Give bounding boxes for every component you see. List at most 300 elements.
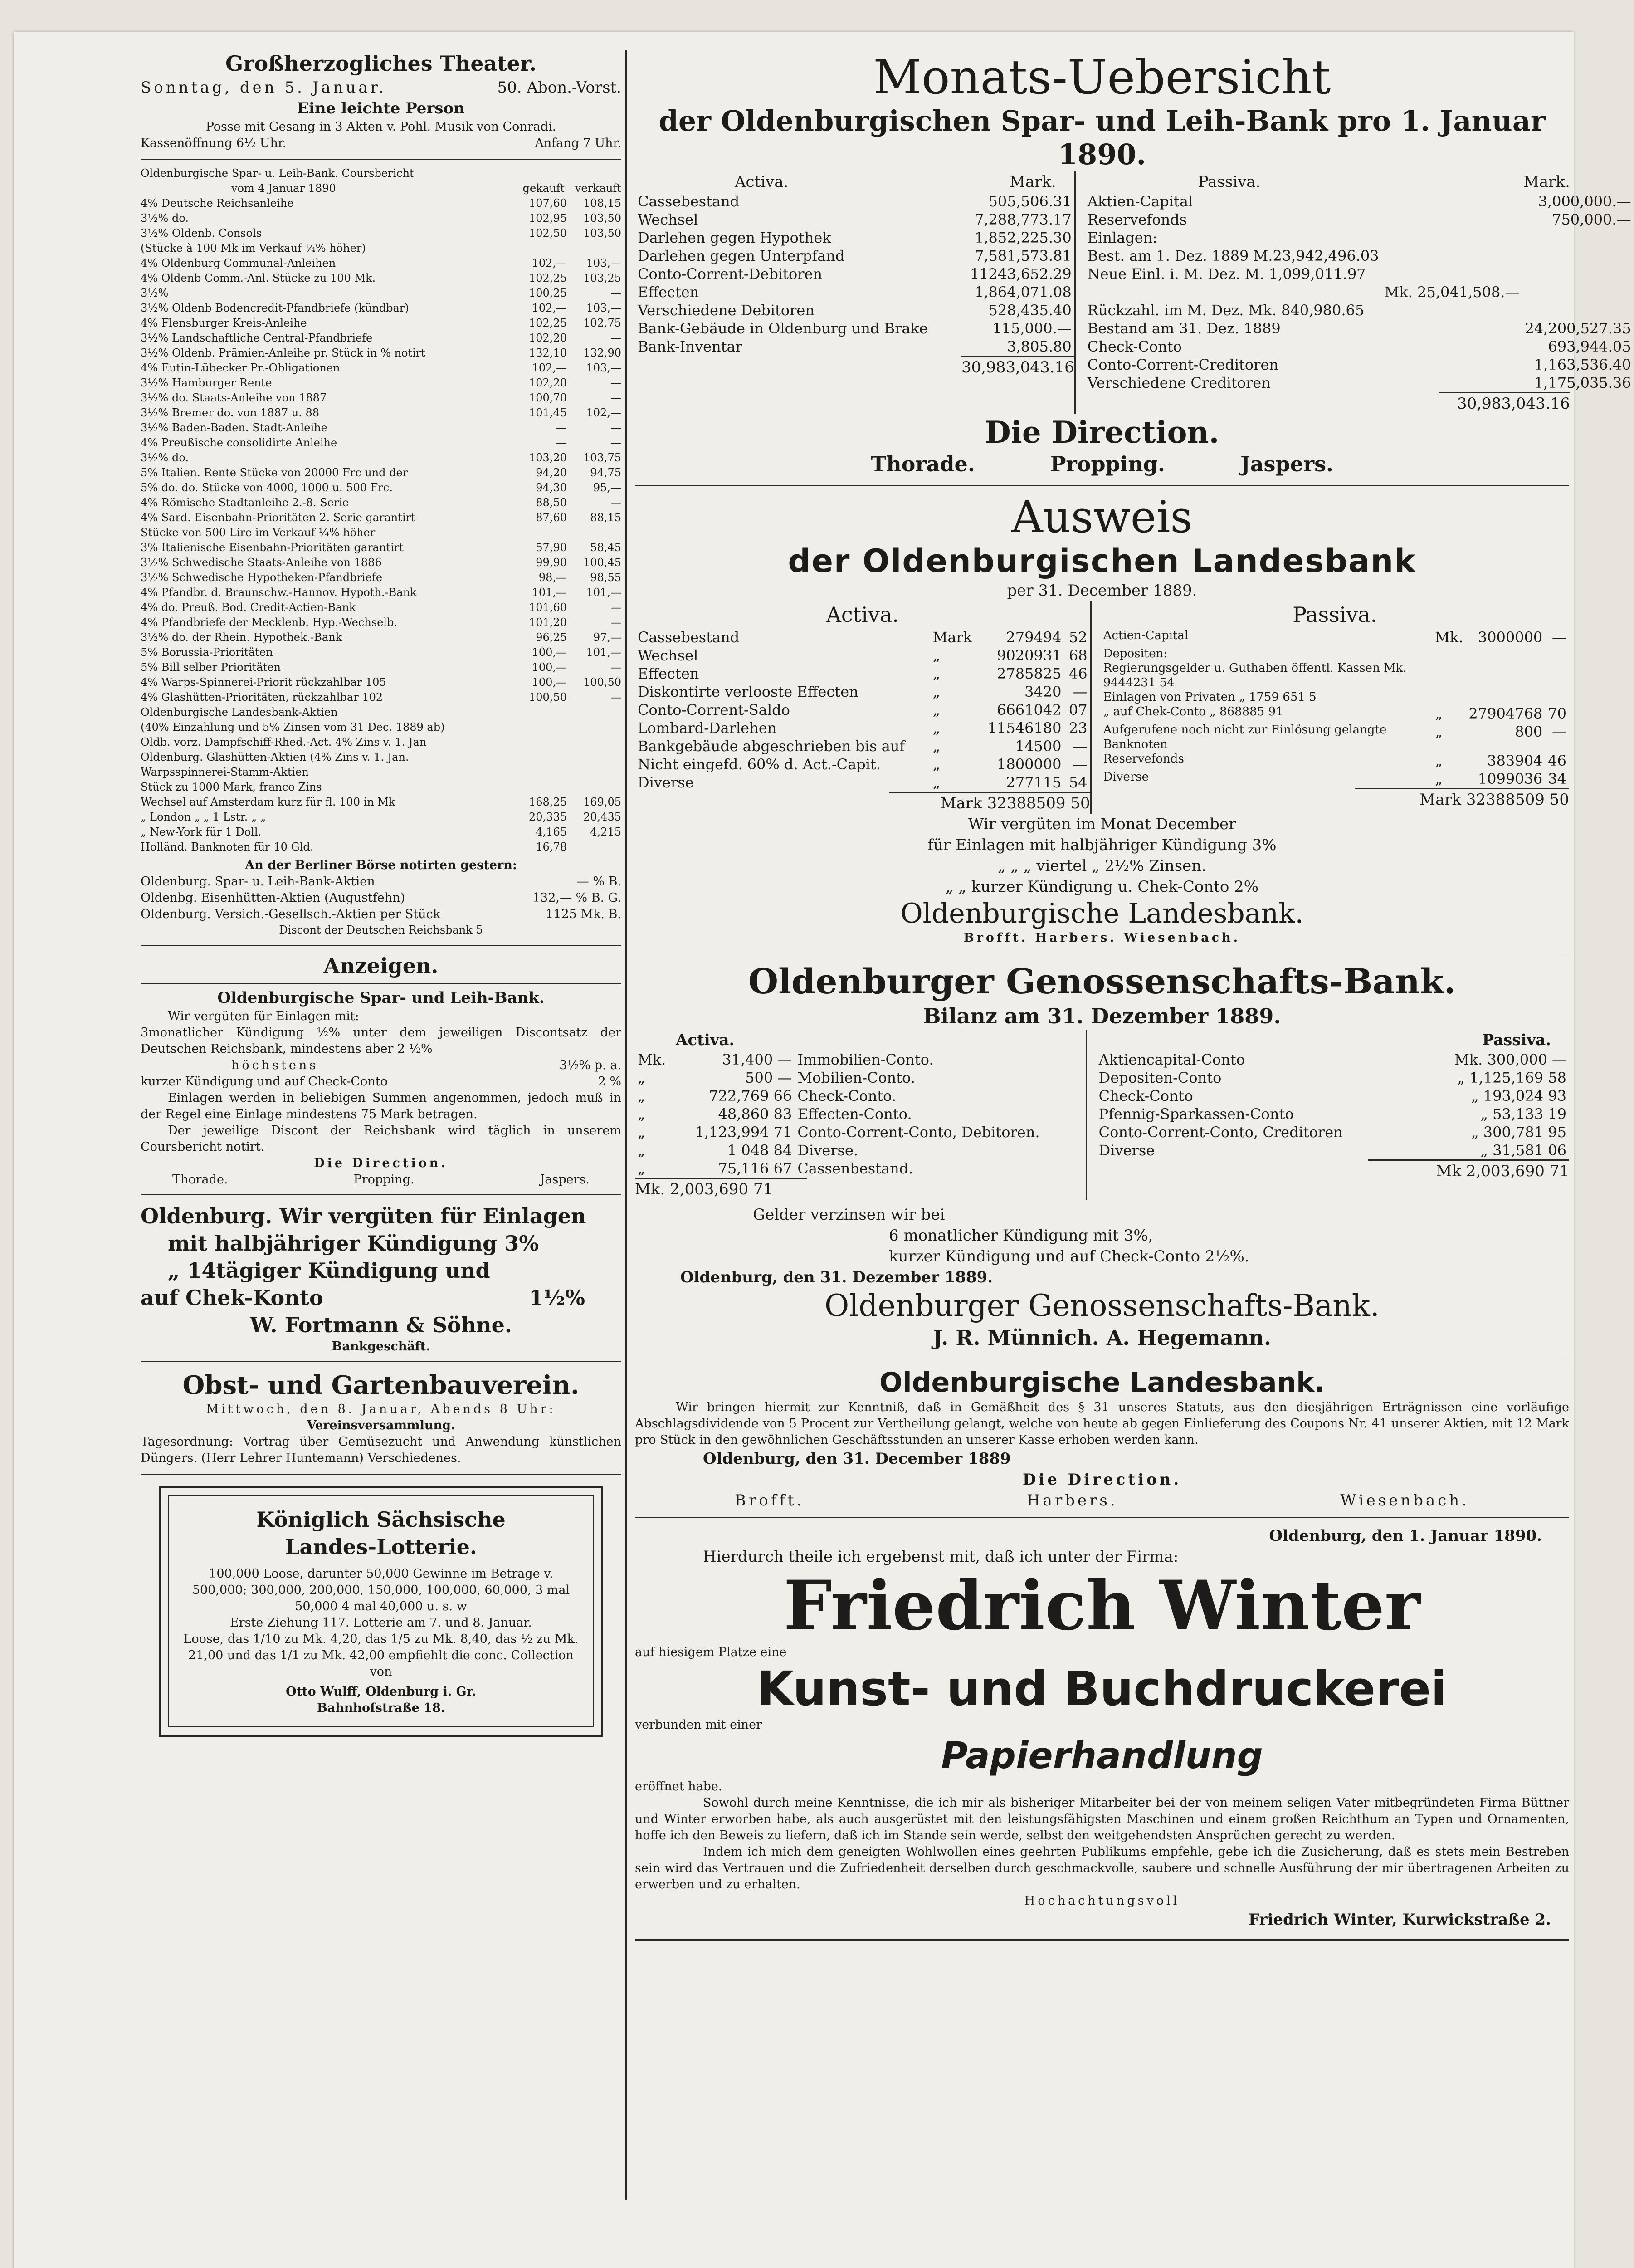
course-name: Warpsspinnerei-Stamm-Aktien [141, 766, 309, 778]
course-report [141, 166, 621, 938]
table-cell: 115,000.— [992, 320, 1072, 337]
course-row [141, 540, 621, 555]
course-name: 3½% Baden-Baden. Stadt-Anleihe [141, 421, 327, 434]
berlin-row [141, 874, 621, 890]
table-row [635, 628, 1090, 646]
course-row [141, 406, 621, 420]
table-cell: 52 [1068, 629, 1088, 646]
genoss-n2: 6 monatlicher Kündigung mit 3%, [889, 1227, 1153, 1245]
course-sold: — [610, 616, 621, 629]
course-sold: — [610, 421, 621, 434]
course-sold: 103,— [586, 302, 621, 314]
genoss-date: Bilanz am 31. Dezember 1889. [923, 1004, 1281, 1028]
table-row [1101, 628, 1569, 646]
table-cell: „ [638, 1160, 645, 1177]
genoss-n3: kurzer Kündigung und auf Check-Conto 2½%. [889, 1247, 1249, 1266]
course-sold: 103,75 [583, 451, 621, 464]
table-cell: Pfennig-Sparkassen-Conto [1098, 1105, 1294, 1123]
course-sold: 103,50 [583, 227, 621, 240]
table-cell: „ [932, 774, 941, 791]
course-values [517, 495, 621, 510]
course-bought: 88,50 [536, 496, 567, 509]
landes2-text: Wir bringen hiermit zur Kenntniß, daß in Gemäßheit des § 31 unseres Statuts, aus den diesjährigen Erträgnissen eine vorläufige Abschlagsdividende von 5 Procent zur Vertheilung gelangt, welche von heute ab gegen Einlieferung des Coupons Nr. 41 unserer Aktien, mit 12 Mark pro Stück in den gewöhnlichen Geschäftsstunden an unserer Kasse erhoben werden kann. [635, 1400, 1569, 1447]
course-row [141, 750, 621, 765]
course-row [141, 735, 621, 750]
berlin-name: Oldenburg. Spar- u. Leih-Bank-Aktien [141, 875, 375, 889]
monat-activa-mark: Mark. [1010, 173, 1056, 191]
theatre-date-row [141, 77, 621, 98]
theatre-start: Anfang 7 Uhr. [535, 136, 621, 150]
course-header [141, 166, 621, 181]
course-bought: 103,20 [529, 451, 567, 464]
course-sold: 103,50 [583, 212, 621, 225]
ad-bank-p2: Der jeweilige Discont der Reichsbank wird täglich in unserem Coursbericht notirt. [141, 1124, 621, 1154]
course-bought: 101,60 [529, 601, 567, 614]
table-cell: „ [932, 647, 941, 664]
course-row [141, 705, 621, 720]
table-cell: Depositen: [1103, 647, 1168, 660]
course-values [517, 376, 621, 391]
course-row [141, 391, 621, 406]
table-cell: „ [932, 756, 941, 773]
monat-direction: Die Direction. [985, 415, 1219, 450]
table-row [635, 773, 1090, 792]
winter-p2: Indem ich mich dem geneigten Wohlwollen eines geehrten Publikums empfehle, gebe ich die Zusicherung, daß es stets mein Bestreben sein wird das Vertrauen und die Zufriedenheit derselben durch geschmackvolle, saubere und schnelle Ausführung der mir übertragenen Arbeiten zu erwerben und zu erhalten. [635, 1845, 1569, 1892]
right-column [635, 49, 1631, 1947]
table-cell: 2785825 [997, 665, 1062, 682]
course-row [141, 510, 621, 525]
monat-activa-rows [635, 192, 1074, 356]
genoss-passiva-label: Passiva. [1482, 1031, 1551, 1049]
table-cell: 1,123,994 71 [695, 1124, 792, 1141]
course-title: Oldenburgische Spar- u. Leih-Bank. Coursbericht [141, 167, 414, 180]
course-bought: — [556, 436, 567, 449]
table-row [1101, 646, 1569, 661]
berlin-title: An der Berliner Börse notirten gestern: [245, 858, 517, 872]
course-bought: 168,25 [529, 796, 567, 808]
table-cell: Darlehen gegen Unterpfand [638, 247, 845, 264]
course-bought: 101,— [532, 586, 567, 599]
genoss-table [635, 1030, 1569, 1200]
theatre-abon: 50. Abon.-Vorst. [497, 78, 621, 97]
course-row [141, 256, 621, 271]
table-cell [1522, 247, 1634, 265]
table-cell: 3,805.80 [1007, 338, 1072, 355]
course-values [517, 406, 621, 420]
table-cell [1466, 690, 1545, 704]
course-values [517, 615, 621, 630]
course-values [517, 795, 621, 810]
table-row [635, 210, 1074, 229]
table-row [635, 301, 1074, 319]
course-sold: 100,50 [583, 676, 621, 689]
course-bought: 4,165 [536, 826, 567, 838]
course-row [141, 690, 621, 705]
course-values [517, 316, 621, 331]
course-row [141, 226, 621, 241]
table-cell: Lombard-Darlehen [638, 719, 777, 737]
lottery-addr: Bahnhofstraße 18. [317, 1701, 445, 1715]
table-cell: Aufgerufene noch nicht zur Einlösung gelangte Banknoten [1103, 723, 1387, 751]
course-name: 3½% Hamburger Rente [141, 376, 272, 389]
table-cell: Reservefonds [1087, 211, 1187, 228]
winter-date: Oldenburg, den 1. Januar 1890. [1269, 1527, 1542, 1545]
course-row [141, 840, 621, 855]
course-row [141, 765, 621, 780]
monat-names: Thorade. Propping. Jaspers. [871, 452, 1333, 476]
course-sold: — [610, 391, 621, 404]
table-row [1101, 661, 1569, 690]
genoss-n1: Gelder verzinsen wir bei [753, 1206, 945, 1224]
obst-date: Mittwoch, den 8. Januar, Abends 8 Uhr: [206, 1402, 556, 1416]
table-cell [1382, 247, 1522, 265]
table-cell: 1099036 [1478, 770, 1543, 787]
monat-passiva-label: Passiva. [1198, 173, 1261, 191]
course-row [141, 645, 621, 660]
table-cell: 1,163,536.40 [1534, 356, 1631, 373]
table-cell: „ [1435, 705, 1443, 722]
course-values [517, 750, 621, 765]
table-cell: 693,944.05 [1548, 338, 1631, 355]
course-bought: 100,— [532, 646, 567, 659]
table-row [1101, 770, 1569, 788]
course-name: 3½% Bremer do. von 1887 u. 88 [141, 406, 320, 419]
theatre-desc: Posse mit Gesang in 3 Akten v. Pohl. Musik von Conradi. [205, 120, 556, 134]
course-name: 3½% Landschaftliche Central-Pfandbriefe [141, 332, 373, 344]
table-cell: 1,175,035.36 [1534, 374, 1631, 391]
monat-passiva-total: 30,983,043.16 [1439, 392, 1570, 414]
table-cell: 68 [1068, 647, 1088, 664]
table-row [635, 737, 1090, 755]
table-row [1085, 265, 1634, 283]
ausweis-notice2: für Einlagen mit halbjähriger Kündigung 3% [927, 836, 1277, 854]
obst-event: Vereinsversammlung. [307, 1418, 455, 1432]
divider [635, 484, 1569, 486]
ausweis-activa-total: Mark 32388509 50 [889, 792, 1090, 814]
table-cell: Conto-Corrent-Conto, Creditoren [1098, 1124, 1343, 1141]
course-sold: 102,75 [583, 317, 621, 329]
table-cell: Cassenbestand. [797, 1160, 913, 1177]
winter-intro: Hierdurch theile ich ergebenst mit, daß ich unter der Firma: [703, 1548, 1179, 1566]
table-cell: Conto-Corrent-Conto, Debitoren. [797, 1124, 1040, 1141]
course-name: „ New-York für 1 Doll. [141, 826, 262, 838]
berlin-name: Oldenburg. Versich.-Gesellsch.-Aktien per Stück [141, 907, 441, 921]
course-values [517, 435, 621, 450]
table-cell: 9020931 [997, 647, 1062, 664]
ausweis-notice3: „ „ „ viertel „ 2½% Zinsen. [998, 857, 1206, 875]
winter-kind: Kunst- und Buchdruckerei [757, 1661, 1447, 1716]
course-sold: 108,15 [583, 197, 621, 210]
course-bought: 132,10 [529, 347, 567, 359]
course-values [517, 840, 621, 855]
table-cell: Wechsel [638, 211, 698, 228]
table-cell: „ 300,781 95 [1471, 1124, 1566, 1141]
course-name: 5% do. do. Stücke von 4000, 1000 u. 500 Frc. [141, 481, 393, 494]
course-name: 4% Oldenb Comm.-Anl. Stücke zu 100 Mk. [141, 272, 376, 284]
course-values [517, 241, 621, 256]
course-values [517, 480, 621, 495]
table-cell: „ 31,581 06 [1480, 1142, 1566, 1159]
table-cell: Diverse [1098, 1142, 1155, 1159]
table-cell: 383904 [1487, 752, 1543, 769]
table-row [1096, 1105, 1569, 1123]
course-name: 3½% [141, 287, 169, 299]
berlin-value: 1125 Mk. B. [546, 907, 621, 921]
table-cell: Bank-Gebäude in Oldenburg und Brake [638, 320, 928, 337]
table-row [635, 683, 1090, 701]
course-row [141, 331, 621, 346]
course-name: „ London „ „ 1 Lstr. „ „ [141, 811, 266, 823]
table-cell: 46 [1068, 665, 1088, 682]
fortmann-line4: auf Chek-Konto 1½% [141, 1286, 585, 1310]
course-values [517, 196, 621, 211]
table-row [1085, 319, 1634, 337]
berlin-value: — % B. [576, 875, 621, 889]
table-cell [1382, 301, 1522, 319]
table-cell: 750,000.— [1552, 211, 1631, 228]
berlin-row [141, 890, 621, 906]
table-cell: 70 [1548, 705, 1566, 722]
table-cell [1382, 229, 1522, 247]
course-name: Oldb. vorz. Dampfschiff-Rhed.-Act. 4% Zins v. 1. Jan [141, 736, 427, 748]
ad-bank-short: kurzer Kündigung und auf Check-Conto 2 % [141, 1075, 621, 1089]
table-cell: Mk. [638, 1051, 666, 1068]
winter-place: auf hiesigem Platze eine [635, 1645, 787, 1659]
table-row [635, 665, 1090, 683]
table-cell: Wechsel [638, 647, 698, 664]
course-name: 3½% do. der Rhein. Hypothek.-Bank [141, 631, 342, 644]
course-name: 3½% do. [141, 212, 189, 225]
ausweis-notice1: Wir vergüten im Monat December [968, 815, 1236, 833]
course-bought: 100,— [532, 661, 567, 674]
course-sold: 94,75 [590, 466, 621, 479]
genoss-passiva-rows [1096, 1051, 1569, 1159]
course-values [517, 540, 621, 555]
table-row [635, 646, 1090, 665]
monat-sub: der Oldenburgischen Spar- und Leih-Bank pro 1. Januar 1890. [658, 104, 1546, 171]
landes2-title: Oldenburgische Landesbank. [879, 1367, 1325, 1398]
table-cell: Bestand am 31. Dez. 1889 [1087, 320, 1281, 337]
table-cell: „ [932, 665, 941, 682]
course-sold: 97,— [593, 631, 621, 644]
table-cell: 11546180 [987, 719, 1062, 737]
col-bought: gekauft [522, 182, 565, 195]
table-cell: 48,860 83 [718, 1105, 792, 1123]
ausweis-sign: Brofft. Harbers. Wiesenbach. [963, 931, 1241, 945]
course-values [517, 690, 621, 705]
course-bought: 102,20 [529, 376, 567, 389]
table-row [1085, 374, 1634, 392]
col-sold: verkauft [575, 182, 621, 195]
table-row [635, 1069, 1086, 1087]
winter-paper: Papierhandlung [941, 1735, 1263, 1777]
course-bought: 102,25 [529, 272, 567, 284]
course-values [517, 720, 621, 735]
landes2-direction: Die Direction. [1022, 1471, 1182, 1489]
course-name: Wechsel auf Amsterdam kurz für fl. 100 in Mk [141, 796, 395, 808]
course-sold: 101,— [586, 586, 621, 599]
course-values [517, 256, 621, 271]
table-row [1085, 283, 1634, 301]
ausweis-notice4: „ „ kurzer Kündigung u. Chek-Conto 2% [945, 878, 1259, 896]
course-sold: 101,— [586, 646, 621, 659]
table-cell: Diverse [1103, 770, 1149, 784]
table-cell: „ [932, 738, 941, 755]
table-cell [1382, 265, 1522, 283]
divider [141, 944, 621, 946]
course-sold: 102,— [586, 406, 621, 419]
table-cell: Effecten [638, 665, 699, 682]
course-row [141, 675, 621, 690]
course-name: 4% Sard. Eisenbahn-Prioritäten 2. Serie garantirt [141, 511, 415, 524]
course-name: 4% Eutin-Lübecker Pr.-Obligationen [141, 362, 340, 374]
genoss-activa-total: Mk. 2,003,690 71 [635, 1178, 807, 1200]
table-row [1096, 1087, 1569, 1105]
course-values [517, 361, 621, 376]
landes2-names: Brofft. Harbers. Wiesenbach. [735, 1491, 1469, 1510]
monat-activa [635, 171, 1074, 414]
table-cell: Diverse. [797, 1142, 858, 1159]
course-row [141, 211, 621, 226]
table-row [635, 1105, 1086, 1123]
ausweis-table [635, 601, 1569, 814]
table-cell: 505,506.31 [988, 193, 1072, 210]
ausweis-bank: Oldenburgische Landesbank. [900, 898, 1304, 929]
table-row [1085, 301, 1634, 319]
table-cell: 279494 [1006, 629, 1062, 646]
winter-with: verbunden mit einer [635, 1718, 762, 1732]
course-values [517, 735, 621, 750]
course-row [141, 495, 621, 510]
course-name: 3½% Schwedische Staats-Anleihe von 1886 [141, 556, 382, 569]
table-cell: Einlagen von Privaten „ 1759 651 5 [1103, 690, 1317, 704]
course-name: 3½% Schwedische Hypotheken-Pfandbriefe [141, 571, 383, 584]
course-sold: 88,15 [590, 511, 621, 524]
table-cell: Aktien-Capital [1087, 193, 1193, 210]
table-cell: 75,116 67 [718, 1160, 792, 1177]
table-cell: — [1073, 738, 1088, 755]
table-cell: 500 — [745, 1069, 792, 1086]
monat-table [635, 171, 1631, 414]
table-row [635, 1159, 1086, 1178]
table-row [1085, 192, 1634, 210]
divider [141, 1473, 621, 1475]
table-cell [1432, 646, 1466, 661]
course-name: 4% Flensburger Kreis-Anleihe [141, 317, 307, 329]
course-name: 3½% Oldenb Bodencredit-Pfandbriefe (kündbar) [141, 302, 409, 314]
table-cell: Mark [932, 629, 972, 646]
table-row [1096, 1051, 1569, 1069]
table-cell: 800 [1515, 723, 1543, 740]
ausweis-activa [635, 601, 1090, 814]
course-sold: — [610, 496, 621, 509]
table-cell: „ [638, 1124, 645, 1141]
table-row [1096, 1141, 1569, 1159]
ads-title: Anzeigen. [323, 953, 439, 978]
course-bought: — [556, 421, 567, 434]
table-cell: — [1552, 723, 1566, 740]
table-cell: Immobilien-Conto. [797, 1051, 934, 1068]
table-cell: „ auf Chek-Conto „ 868885 91 [1103, 705, 1283, 719]
course-name: 4% Warps-Spinnerei-Priorit rückzahlbar 105 [141, 676, 386, 689]
berlin-rows [141, 874, 621, 923]
fortmann-ad [141, 1202, 621, 1355]
course-name: 4% Preußische consolidirte Anleihe [141, 436, 337, 449]
table-row [635, 1123, 1086, 1141]
course-name: 3% Italienische Eisenbahn-Prioritäten garantirt [141, 541, 404, 554]
berlin-row [141, 906, 621, 923]
lottery-prices: Loose, das 1/10 zu Mk. 4,20, das 1/5 zu Mk. 8,40, das ½ zu Mk. 21,00 und das 1/1 zu Mk. 42,00 empfiehlt die conc. Collection von [183, 1632, 579, 1679]
table-cell [1522, 283, 1634, 301]
course-name: Stücke von 500 Lire im Verkauf ¼% höher [141, 526, 376, 539]
winter-opened: eröffnet habe. [635, 1779, 722, 1794]
course-row [141, 720, 621, 735]
table-cell: 07 [1068, 701, 1088, 719]
theatre-open: Kassenöffnung 6½ Uhr. [141, 136, 287, 150]
course-values [517, 630, 621, 645]
divider [141, 983, 621, 984]
left-column [141, 50, 621, 1748]
divider [635, 1939, 1569, 1941]
course-row [141, 241, 621, 256]
winter-sign: Friedrich Winter, Kurwickstraße 2. [1248, 1911, 1551, 1929]
genoss-title: Oldenburger Genossenschafts-Bank. [748, 961, 1456, 1002]
course-values [517, 765, 621, 780]
genoss-activa-rows [635, 1051, 1086, 1178]
table-cell: 14500 [1015, 738, 1062, 755]
course-row [141, 480, 621, 495]
course-bought: 102,25 [529, 317, 567, 329]
course-bought: 94,20 [536, 466, 567, 479]
ausweis-sub: der Oldenburgischen Landesbank [788, 543, 1416, 580]
table-cell: 11243,652.29 [970, 265, 1072, 283]
course-row [141, 825, 621, 840]
table-cell: Mk. 25,041,508.— [1384, 284, 1520, 301]
lottery-text: 100,000 Loose, darunter 50,000 Gewinne im Betrage v. 500,000; 300,000, 200,000, 150,000, 100,000, 60,000, 3 mal 50,000 4 mal 40,000 u. s. w [192, 1567, 570, 1613]
course-bought: 102,— [532, 257, 567, 269]
course-name: 3½% Oldenb. Prämien-Anleihe pr. Stück in % notirt [141, 347, 425, 359]
course-sold: 103,— [586, 257, 621, 269]
table-cell: „ [1435, 723, 1443, 740]
theatre-title: Großherzogliches Theater. [225, 51, 537, 76]
table-cell: Einlagen: [1087, 229, 1158, 246]
course-name: 3½% Oldenb. Consols [141, 227, 262, 240]
genoss-activa [635, 1030, 1086, 1200]
course-row [141, 301, 621, 316]
course-bought: 107,60 [529, 197, 567, 210]
table-cell: „ [932, 719, 941, 737]
obst-title: Obst- und Gartenbauverein. [182, 1370, 580, 1400]
course-bought: 100,— [532, 676, 567, 689]
genoss-passiva [1086, 1030, 1569, 1200]
table-cell: „ [638, 1087, 645, 1105]
ausweis-activa-rows [635, 628, 1090, 792]
fortmann-firm: W. Fortmann & Söhne. [250, 1313, 512, 1337]
course-row [141, 420, 621, 435]
theatre-play: Eine leichte Person [297, 99, 465, 117]
table-cell: „ [638, 1142, 645, 1159]
course-row [141, 780, 621, 795]
course-bought: 94,30 [536, 481, 567, 494]
table-cell: 277115 [1006, 774, 1062, 791]
ad-bank-p1: Einlagen werden in beliebigen Summen angenommen, jedoch muß in der Regel eine Einlage mindestens 75 Mark betragen. [141, 1091, 621, 1121]
course-sold: — [610, 376, 621, 389]
table-cell: „ [932, 701, 941, 719]
winter-regards: Hochachtungsvoll [1024, 1894, 1180, 1908]
table-cell: Neue Einl. i. M. Dez. M. 1,099,011.97 [1087, 265, 1366, 283]
course-bought: 102,— [532, 302, 567, 314]
ad-bank-three-month: 3monatlicher Kündigung ½% unter dem jeweiligen Discontsatz der Deutschen Reichsbank, mindestens aber 2 ½% [141, 1026, 621, 1056]
